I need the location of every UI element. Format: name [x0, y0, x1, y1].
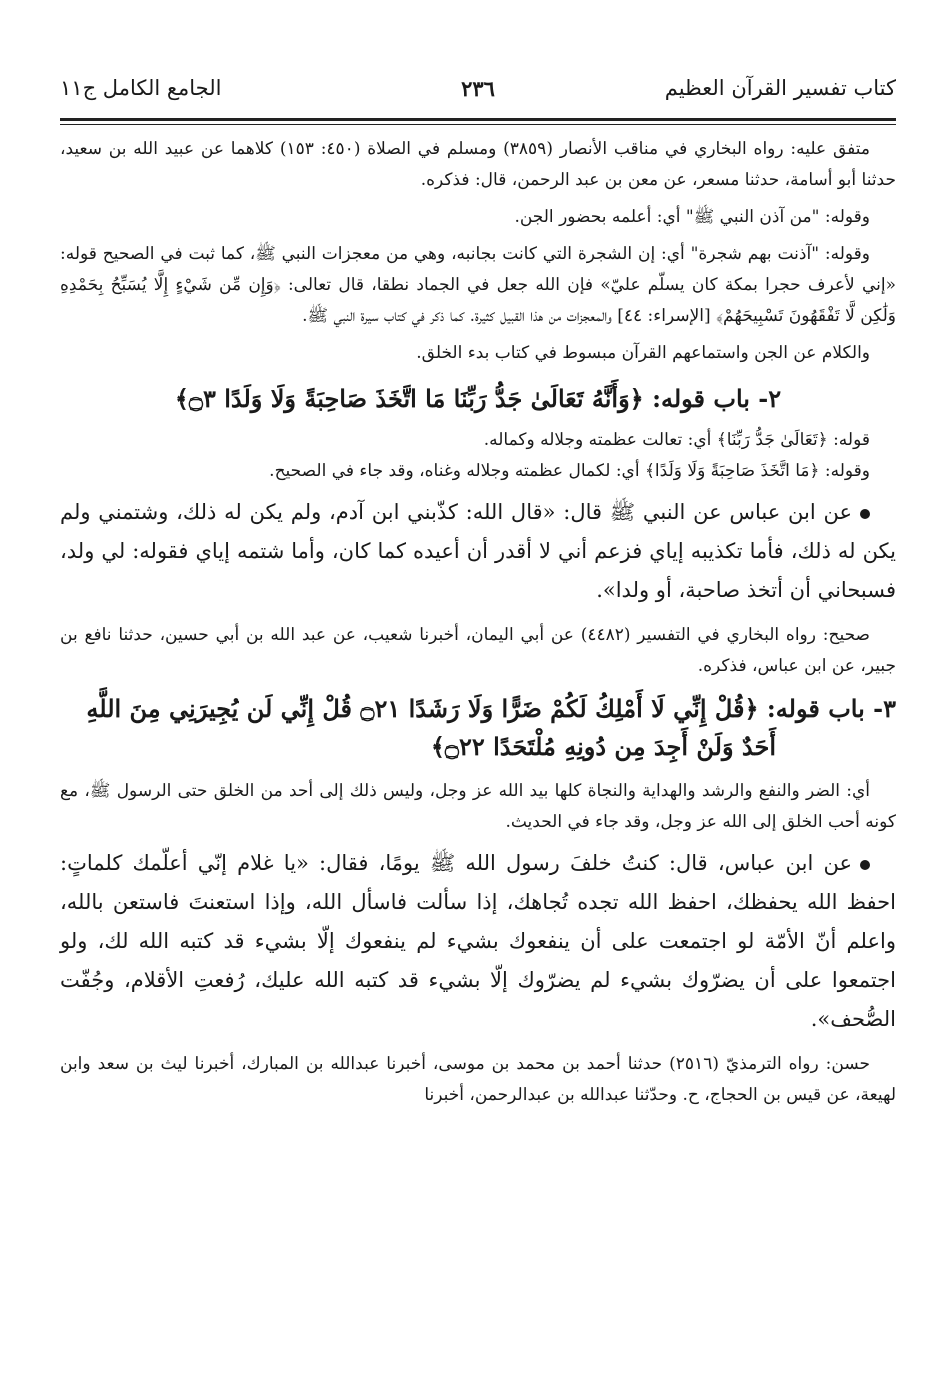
commentary-paragraph: وقوله: "من آذن النبي ﷺ" أي: أعلمه بحضور الجن.: [514, 207, 870, 227]
hadith-text: عن ابن عباس، قال: كنتُ خلفَ رسول الله ﷺ يومًا، فقال: «يا غلام إنّي أعلّمك كلماتٍ: احفظ الله يحفظك، احفظ الله تجده تُجاهك، إذا سألت فاسأل الله، وإذا استعنتَ فاستعن بالله، واعلم أنّ الأمّة لو اجتمعت على أن ينفعوك بشيء لم ينفعوك إلّا بشيء قد كتبه الله لك، ولو اجتمعوا على أن يضرّوك بشيء لم يضرّوك إلّا بشيء قد كتبه الله عليك، رُفعتِ الأقلام، وجُفّت الصُّحف».: [60, 851, 896, 1031]
section2-explanation-2: وقوله: ﴿مَا اتَّخَذَ صَاحِبَةً وَلَا وَلَدًا﴾ أي: لكمال عظمته وجلاله وغناه، وقد جاء في الصحيح.: [269, 461, 870, 481]
section-heading-3-line2: أَحَدٌ وَلَنْ أَجِدَ مِن دُونِهِ مُلْتَحَدًا ۝٢٢﴾: [430, 732, 776, 761]
hadith-text: عن ابن عباس عن النبي ﷺ قال: «قال الله: كذّبني ابن آدم، ولم يكن له ذلك، وشتمني ولم يكن له ذلك، فأما تكذيبه إياي فزعم أني لا أقدر أن أعيده كما كان، وأما شتمه إياي فقوله: لي ولد، فسبحاني أن أتخذ صاحبة، أو ولدا».: [60, 500, 896, 602]
volume-label: الجامع الكامل ج١١: [60, 76, 222, 100]
section3-explanation: أي: الضر والنفع والرشد والهداية والنجاة كلها بيد الله عز وجل، وليس ذلك إلى أحد من الخلق حتى الرسول ﷺ، مع كونه أحب الخلق إلى الله عز وجل، وقد جاء في الحديث.: [60, 781, 896, 832]
page-content: [60, 134, 896, 1111]
bullet-icon: [860, 860, 870, 870]
section2-hadith: [60, 493, 896, 610]
page: [60, 0, 896, 1374]
header-rule-thick: [60, 118, 896, 121]
section-heading-3-line1: ٣- باب قوله: ﴿قُلْ إِنِّي لَا أَمْلِكُ لَكُمْ ضَرًّا وَلَا رَشَدًا ۝٢١ قُلْ إِنِّي لَن يُجِيرَنِي مِنَ اللَّهِ: [86, 694, 896, 723]
section3-takhrij: حسن: رواه الترمذيّ (٢٥١٦) حدثنا أحمد بن محمد بن موسى، أخبرنا عبدالله بن المبارك، أخبرنا ليث بن سعد وابن لهيعة، عن قيس بن الحجاج، ح. وحدّثنا عبدالله بن عبدالرحمن، أخبرنا: [60, 1054, 896, 1105]
book-title: كتاب تفسير القرآن العظيم: [664, 76, 896, 100]
takhrij-paragraph: متفق عليه: رواه البخاري في مناقب الأنصار (٣٨٥٩) ومسلم في الصلاة (٤٥٠: ١٥٣) كلاهما عن عبيد الله بن سعيد، حدثنا أبو أسامة، حدثنا مسعر، عن معن بن عبد الرحمن، قال: فذكره.: [60, 139, 896, 190]
header-rule-thin: [60, 124, 896, 125]
section2-explanation-1: قوله: ﴿تَعَالَىٰ جَدُّ رَبِّنَا﴾ أي: تعالت عظمته وجلاله وكماله.: [483, 430, 870, 450]
page-number: ٢٣٦: [461, 76, 495, 101]
section2-takhrij: صحيح: رواه البخاري في التفسير (٤٤٨٢) عن أبي اليمان، أخبرنا شعيب، عن عبد الله بن أبي حسين، حدثنا نافع بن جبير، عن ابن عباس، فذكره.: [60, 625, 896, 676]
page-header: [60, 68, 896, 108]
commentary-paragraph: وقوله: "آذنت بهم شجرة" أي: إن الشجرة التي كانت بجانبه، وهي من معجزات النبي ﷺ، كما ثبت في الصحيح قوله: «إني لأعرف حجرا بمكة كان يسلّم عليّ» فإن الله جعل في الجماد نطقا، قال تعالى: ﴿وَإِن مِّن شَيْءٍ إِلَّا يُسَبِّحُ بِحَمْدِهِ وَلَٰكِن لَّا تَفْقَهُونَ تَسْبِيحَهُمْ﴾ [الإسراء: ٤٤] والمعجزات من هذا القبيل كثيرة. كما ذكر في كتاب سيرة النبي ﷺ.: [60, 244, 896, 326]
section3-hadith: [60, 844, 896, 1039]
commentary-paragraph: والكلام عن الجن واستماعهم القرآن مبسوط في كتاب بدء الخلق.: [416, 343, 870, 363]
bullet-icon: [860, 509, 870, 519]
section-heading-2: ٢- باب قوله: ﴿وَأَنَّهُ تَعَالَىٰ جَدُّ رَبِّنَا مَا اتَّخَذَ صَاحِبَةً وَلَا وَلَدًا ۝٣﴾: [174, 384, 782, 413]
